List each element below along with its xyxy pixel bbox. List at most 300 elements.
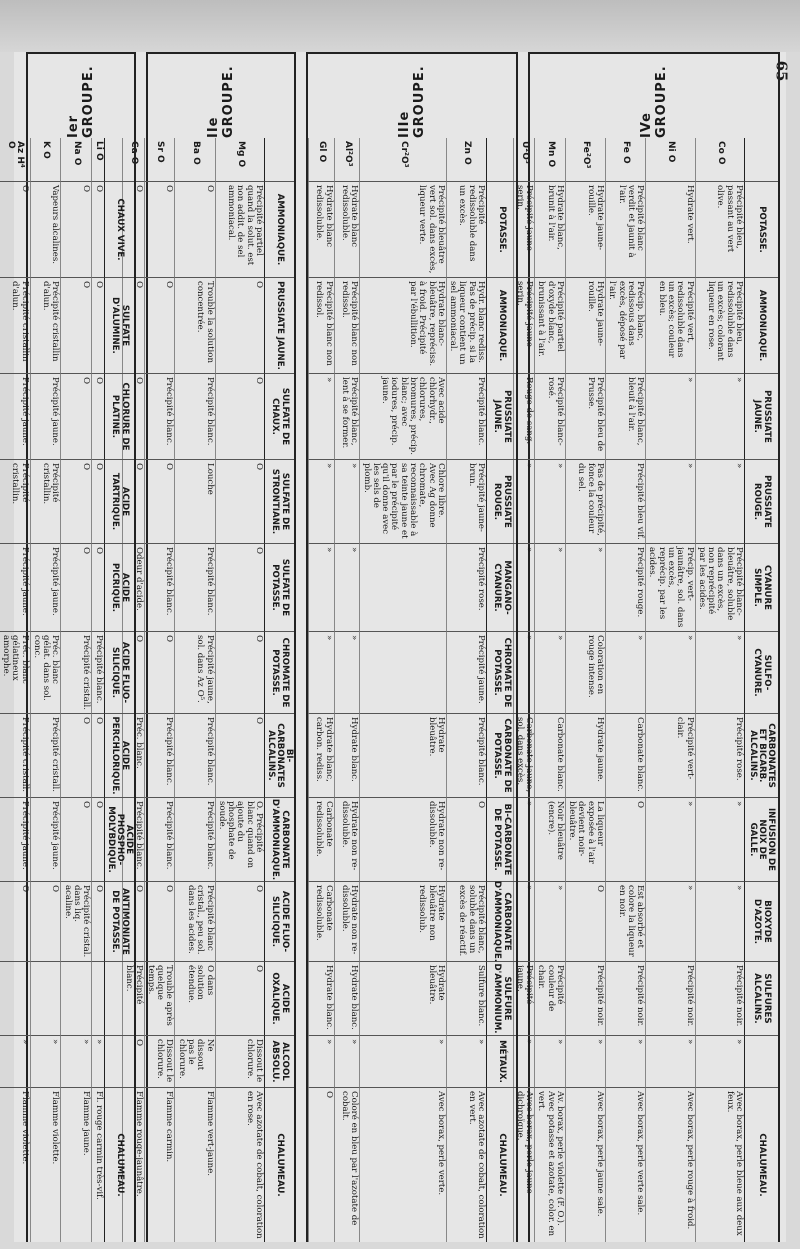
table-cell: O [91,374,104,460]
row-formula: Sr O [144,138,175,182]
table-cell [359,632,446,714]
table-cell: Précipité blanc-bleuâtre, soluble dans un excès, non reprécipité par les acides. [695,544,744,632]
table-cell: Carbonate blanc. [534,714,565,798]
row-formula: Az H⁴ O [0,138,30,182]
column-header: PRUSSIATE JAUNE. [486,374,516,460]
table-cell: Précipité blanc non redissol. [334,278,360,374]
table-cell: Précipité jaune, sol. dans Az O⁵. [174,632,214,714]
table-cell: O [60,460,91,544]
table-cell [60,962,91,1036]
table-cell: O [565,882,605,962]
column-header: MÉTAUX. [486,1036,516,1088]
column-header: CHAUX VIVE. [104,182,134,278]
table-cell [91,962,104,1036]
table-cell: Hydrate blanc. [308,962,334,1036]
table-cell: O [122,182,144,278]
table-cell: » [308,374,334,460]
table-cell: O [215,544,264,632]
group-block [124,52,296,1242]
table-cell: Hydrate non re-dissoluble. [334,882,360,962]
table-cell: Hydrate bleuâtre non redissolub. [359,882,446,962]
table-cell: O [60,798,91,882]
table-cell: » [534,460,565,544]
table-cell: Précipité bleuâtre vert sol. dans excès, liqueur verte. [359,182,446,278]
table-cell: Hydrate non re-dissoluble. [334,798,360,882]
table-cell: » [513,544,535,632]
table-cell: Précipité blanc verdit et jaunit à l'air. [605,182,645,278]
column-header: CARBONATE D'AMMONIAQUE. [264,798,294,882]
table-cell: Dissout le chlorure. [144,1036,175,1088]
column-header: ACIDE FLUO-SILICIQUE. [104,632,134,714]
table-cell [359,544,446,632]
table-cell: Précipité blanc. [144,798,175,882]
column-header: BIOXYDE D'AZOTE. [744,882,778,962]
column-header: ACIDE FLUO-SILICIQUE. [264,882,294,962]
column-header: ACIDE OXALIQUE. [264,962,294,1036]
table-cell: Flamme carmin. [144,1088,175,1242]
group-label-text: IVe GROUPE. [639,65,669,138]
table-cell: La liqueur exposée à l'air devient noir-bleuâtre. [565,798,605,882]
table-cell: » [308,1036,334,1088]
row-formula: Co O [695,138,744,182]
page-number: 65 [772,60,791,82]
table-cell: Précipité jaune-serin. [513,182,535,278]
table-cell: Précipité blanc, soluble dans un excès de réactif. [446,882,486,962]
table-cell: Précipité redissoluble dans un excès. [446,182,486,278]
table-cell: Précip. blanc, redissous dans excès, déposé par l'air. [605,278,645,374]
table-cell: Hydrate blanc redissoluble. [334,182,360,278]
group-label-text: Ier GROUPE. [66,65,96,138]
table-cell: O [215,714,264,798]
table-cell: O [60,544,91,632]
table-cell: Hydrate non re-dissoluble. [359,798,446,882]
table-cell: Hydrate blanc. [334,714,360,798]
table-cell: » [334,460,360,544]
table-cell: O [91,882,104,962]
column-header [104,138,134,182]
table-cell: » [308,632,334,714]
table-cell: Précipité blanc, bleuit à l'air. [605,374,645,460]
table-cell: Coloration en rouge intense. [565,632,605,714]
table-cell: O [446,798,486,882]
table-cell: » [513,882,535,962]
reaction-table [124,138,295,1242]
column-header: PRUSSIATE ROUGE. [744,460,778,544]
table-cell: Précipité jaune-brun. [446,460,486,544]
table-cell: O [122,632,144,714]
table-cell: O [91,278,104,374]
table-cell: Hydrate blanc redissoluble. [308,182,334,278]
row-formula: Na O [60,138,91,182]
table-cell: Hydrate blanc, carbon. rediss. [308,714,334,798]
table-cell: Précipité blanc. [174,544,214,632]
table-cell: Est absorbé et colore la liqueur en noir. [605,882,645,962]
row-formula: Li O [91,138,104,182]
table-cell: Précip. vert-jaunâtre, sol. dans un excès, reprécip. par les acides. [645,544,694,632]
row-formula: Zn O [446,138,486,182]
table-cell: Précipité partiel d'oxyde blanc, brunissant à l'air. [534,278,565,374]
table-cell: Avec borax, perle rouge à froid. [645,1088,694,1242]
table-cell: O [174,182,214,278]
table-cell: Av. borax, perle violette (F. O.). Avec potasse et azotate, color. en vert. [534,1088,565,1242]
column-header: SULFATE DE STRONTIANE. [264,460,294,544]
table-cell: Précipité blanc non redissol. [308,278,334,374]
column-header [264,138,294,182]
table-cell: Précipité jaune. [30,374,61,460]
column-header: CHALUMEAU. [264,1088,294,1242]
column-header: CHALUMEAU. [486,1088,516,1242]
table-cell: Trouble après quelque temps. [144,962,175,1036]
table-cell: Précipité jaune. [446,632,486,714]
table-cell: » [91,1036,104,1088]
group-block [306,52,518,1242]
table-cell: » [565,1036,605,1088]
table-cell: Préc. blanc. [122,714,144,798]
column-header: CHALUMEAU. [104,1088,134,1242]
table-cell: » [645,632,694,714]
table-cell: Précipité rose. [695,714,744,798]
table-cell: » [60,1036,91,1088]
table-cell: Avec borax, perle jaune dichroïque. [513,1088,535,1242]
table-cell: » [513,798,535,882]
column-header: CARBONATE DE POTASSE. [486,714,516,798]
column-header: CHROMATE DE POTASSE. [264,632,294,714]
table-cell: O [215,374,264,460]
table-cell: Précipité cristal. dans liq. acaline. [60,882,91,962]
row-formula: K O [30,138,61,182]
table-cell: » [30,1036,61,1088]
table-cell: Avec borax, perle verte. [359,1088,446,1242]
table-cell: O [91,714,104,798]
group-label [308,52,516,138]
column-header: ANTIMONIATE DE POTASSE. [104,882,134,962]
table-cell: Précipité noir. [605,962,645,1036]
table-cell: » [695,1036,744,1088]
table-cell: O [91,544,104,632]
table-cell: Flamme violette. [30,1088,61,1242]
table-cell: » [534,1036,565,1088]
column-header: SULFO-CYANURE. [744,632,778,714]
table-cell: Précipité jaune. [0,374,30,460]
table-cell: Préc. blanc gélatineux amorphe. [0,632,30,714]
table-cell: O [91,460,104,544]
column-header: ACIDE TARTRIQUE. [104,460,134,544]
table-cell: Louche [174,460,214,544]
table-cell: Précipité noir. [645,962,694,1036]
table-cell: » [605,1036,645,1088]
table-cell: Précipité bleu de Prusse. [565,374,605,460]
table-cell: Sulfure blanc. [446,962,486,1036]
table-cell: O. Précipité blanc quand on ajoute du phosphate de soude. [215,798,264,882]
table-cell: O [91,798,104,882]
column-header: CARBONATES ET BICARB. ALCALINS. [744,714,778,798]
column-header: SULFURES ALCALINS. [744,962,778,1036]
group-block [514,52,780,1242]
table-cell: O [122,1036,144,1088]
table-cell: Précipité jaune. [513,962,535,1036]
table-cell: Noir bleuâtre (encre). [534,798,565,882]
table-cell: O [144,882,175,962]
table-cell: O [0,182,30,278]
reaction-table [308,138,516,1242]
table-cell: Précipité rose. [446,544,486,632]
column-header: BI-CARBONATES ALCALINS. [264,714,294,798]
table-cell: » [695,374,744,460]
table-cell: Avec azotate de cobalt, coloration en rose. [215,1088,264,1242]
group-block [1,52,136,1242]
table-cell: » [513,460,535,544]
table-cell: » [0,1036,30,1088]
row-formula: Mn O [534,138,565,182]
table-cell: Carbonate blanc. [605,714,645,798]
table-cell: O [215,460,264,544]
column-header: ACIDE PICRIQUE. [104,544,134,632]
table-cell: O [60,278,91,374]
table-cell: Vapeurs alcalines. [30,182,61,278]
table-cell: Précipité blanc. [144,714,175,798]
table-cell: O [144,460,175,544]
table-cell: » [695,798,744,882]
table-cell: Précipité bleu vif. [605,460,645,544]
table-cell: » [334,544,360,632]
table-cell: O [122,374,144,460]
table-cell: Rouge de sang. [513,374,535,460]
table-cell: Précipité bleu, redissoluble dans un excès; colorant liqueur en rose. [695,278,744,374]
table-cell: Précipité cristallin. [30,460,61,544]
column-header: CHROMATE DE POTASSE. [486,632,516,714]
column-header: CYANURE SIMPLE. [744,544,778,632]
rotated-table-page [1,52,786,1242]
group-label [148,52,294,138]
column-header: SULFURE D'AMMONIUM. [486,962,516,1036]
table-cell: Précipité blanc. [122,798,144,882]
table-cell: Avec borax, perle jaune sale. [565,1088,605,1242]
table-cell: Précipité blanc. [446,374,486,460]
table-cell: » [534,544,565,632]
table-cell: O [60,374,91,460]
table-cell: Précipité blanc-rosé. [534,374,565,460]
table-cell: Précipité cristallin. [0,460,30,544]
table-cell: » [446,1036,486,1088]
table-cell: Précipité bleu, passant au vert olive. [695,182,744,278]
table-cell: Flamme jaune. [60,1088,91,1242]
table-cell: Dissout le chlorure. [215,1036,264,1088]
table-cell: » [645,1036,694,1088]
table-cell: Précipité partiel quand la solut. est non addit. de sel ammoniacal. [215,182,264,278]
table-cell: Carbonate redissoluble. [308,798,334,882]
table-cell: O [60,182,91,278]
table-cell [30,962,61,1036]
row-formula: Ca O [122,138,144,182]
table-cell: Précipité blanc. [174,798,214,882]
table-cell: Précipité cristall. [0,714,30,798]
table-cell: Carbonate jaune, sol. dans excès. [513,714,535,798]
table-cell: Hydrate jaune-rouille. [565,182,605,278]
reaction-table [514,138,778,1242]
column-header: PRUSSIATE JAUNE. [264,278,294,374]
table-cell: » [334,1036,360,1088]
column-header: INFUSION DE NOIX DE GALLE. [744,798,778,882]
table-cell: » [513,1036,535,1088]
table-cell: O [144,632,175,714]
table-cell: Précipité jaune. [30,544,61,632]
table-cell: Flamme violette. [0,1088,30,1242]
group-label-text: IIIe GROUPE. [397,65,427,138]
table-cell: O [60,714,91,798]
column-header: PRUSSIATE ROUGE. [486,460,516,544]
column-header: ACIDE PERCHLORIQUE. [104,714,134,798]
table-cell: Hydrate vert. [645,182,694,278]
table-cell: » [308,544,334,632]
table-cell: Avec borax, perle verte sale. [605,1088,645,1242]
table-cell: Pas de précipité, fonce la couleur du sel. [565,460,605,544]
column-header: POTASSE. [744,182,778,278]
column-header: AMMONIAQUE. [744,278,778,374]
table-cell: Précipité noir. [565,962,605,1036]
table-cell: Précipité jaune-serin. [513,278,535,374]
table-cell: Hydrate blanc-bleuâtre, repréciss. à froid. Précipité par l'ébullition. [359,278,446,374]
table-cell: Précipité blanc. [91,632,104,714]
column-header: AMMONIAQUE. [486,278,516,374]
table-cell: Avec azotate de cobalt, coloration en vert. [446,1088,486,1242]
column-header [104,962,134,1036]
row-formula: Cr²O³ [359,138,446,182]
table-cell: Hydrate blanc. [334,962,360,1036]
column-header: CHALUMEAU. [744,1088,778,1242]
table-cell: Précipité couleur de chair. [534,962,565,1036]
table-cell: O [122,460,144,544]
table-cell: Précipité jaune. [0,798,30,882]
column-header: SULFATE DE POTASSE. [264,544,294,632]
table-cell [0,962,30,1036]
table-cell: O [215,962,264,1036]
table-cell: Précipité blanc. [144,544,175,632]
table-cell: » [334,632,360,714]
table-cell: Précipité vert, redissoluble dans un excès; couleur en bleu. [645,278,694,374]
row-formula: Fe O [605,138,645,182]
table-cell: Préc. blanc gélat. dans sol. conc. [30,632,61,714]
column-header: CHLORURE DE PLATINE. [104,374,134,460]
table-cell: Hydrate bleuâtre. [359,962,446,1036]
table-cell: Précipité jaune. [0,544,30,632]
row-formula: Ba O [174,138,214,182]
table-cell: Fl. rouge carmin très-vif. [91,1088,104,1242]
column-header: POTASSE. [486,182,516,278]
table-cell: Avec acide chlorhydr., chlorures, bromures, précip. blanc; avec iodures, précip. jaune. [359,374,446,460]
table-cell: » [645,882,694,962]
table-cell: O [30,882,61,962]
table-cell: O [91,182,104,278]
table-cell: » [605,632,645,714]
table-cell: O [144,278,175,374]
table-cell: Flamme rouge-jaunâtre. [122,1088,144,1242]
table-cell: O [122,882,144,962]
column-header: CARBONATE D'AMMONIAQUE. [486,882,516,962]
table-cell: Flamme vert-jaune. [174,1088,214,1242]
table-cell: O [0,882,30,962]
table-cell: O [605,798,645,882]
column-header [104,1036,134,1088]
column-header: ACIDE PHOSPHO-MOLYBDIQUE. [104,798,134,882]
column-header [744,1036,778,1088]
table-cell: O [215,278,264,374]
table-cell: » [695,882,744,962]
row-formula: Fe²O³ [565,138,605,182]
row-formula: U²O³ [513,138,535,182]
column-header [744,138,778,182]
column-header: SULFATE DE CHAUX. [264,374,294,460]
table-cell: Avec borax, perle bleue aux deux feux. [695,1088,744,1242]
column-header [486,138,516,182]
table-cell: Précipité blanc. [174,374,214,460]
table-cell: O [144,182,175,278]
table-cell: » [359,1036,446,1088]
table-cell: Précipité rouge. [605,544,645,632]
table-cell: O dans solution étendue. [174,962,214,1036]
table-cell: Précipité cristall. [60,632,91,714]
table-cell: Précipité cristallin d'alun. [30,278,61,374]
table-cell: » [534,882,565,962]
table-cell: Hydrate blanc, brunit à l'air. [534,182,565,278]
column-header: ALCOOL ABSOLU. [264,1036,294,1088]
table-cell: Carbonate redissoluble. [308,882,334,962]
table-cell: Ne dissout pas le chlorure. [174,1036,214,1088]
group-label [530,52,778,138]
table-cell: Précipité vert-clair. [645,714,694,798]
column-header: BI-CARBONATE DE POTASSE. [486,798,516,882]
table-cell: Précipité blanc cristal., peu sol. dans les acides. [174,882,214,962]
table-cell: » [645,460,694,544]
table-cell: O [122,278,144,374]
table-cell: Hydr. blanc rediss. Pas de précip. si la liqueur contient un sel ammoniacal. [446,278,486,374]
table-cell: Précipité blanc. [144,374,175,460]
table-cell: » [308,460,334,544]
table-cell: Précipité blanc. [174,714,214,798]
table-cell: Précipité cristallin d'alun. [0,278,30,374]
row-formula: Ni O [645,138,694,182]
row-formula: Gl O [308,138,334,182]
column-header: PRUSSIATE JAUNE. [744,374,778,460]
table-cell: Odeur d'acide. [122,544,144,632]
column-header: MANGANO-CYANURE. [486,544,516,632]
table-cell: » [645,798,694,882]
table-cell: » [513,632,535,714]
table-cell: Précipité blanc. [122,962,144,1036]
row-formula: Al²O³ [334,138,360,182]
table-cell: Coloré en bleu par l'azotate de cobalt. [334,1088,360,1242]
table-cell: O [308,1088,334,1242]
group-label [28,52,134,138]
column-header: SULFATE D'ALUMINE. [104,278,134,374]
table-cell: » [695,632,744,714]
table-cell: Trouble la solution concentrée. [174,278,214,374]
column-header: AMMONIAQUE. [264,182,294,278]
table-cell: » [645,374,694,460]
group-label-text: IIe GROUPE. [206,65,236,138]
table-cell: » [534,632,565,714]
table-cell: O [215,632,264,714]
table-cell: Chlore libre. Avec Ag donne chromate, reconnaissable à sa teinte jaune et par le précipité qu'il donne avec les sels de plomb. [359,460,446,544]
table-cell: » [565,544,605,632]
table-cell: Précipité noir. [695,962,744,1036]
table-cell: Précipité blanc, lent à se former. [334,374,360,460]
row-formula: Mg O [215,138,264,182]
table-cell: Précipité jaune. [30,798,61,882]
table-cell: Précipité blanc. [446,714,486,798]
bleed-through-band [0,0,800,52]
table-cell: » [695,460,744,544]
table-cell: Précipité cristall. [30,714,61,798]
